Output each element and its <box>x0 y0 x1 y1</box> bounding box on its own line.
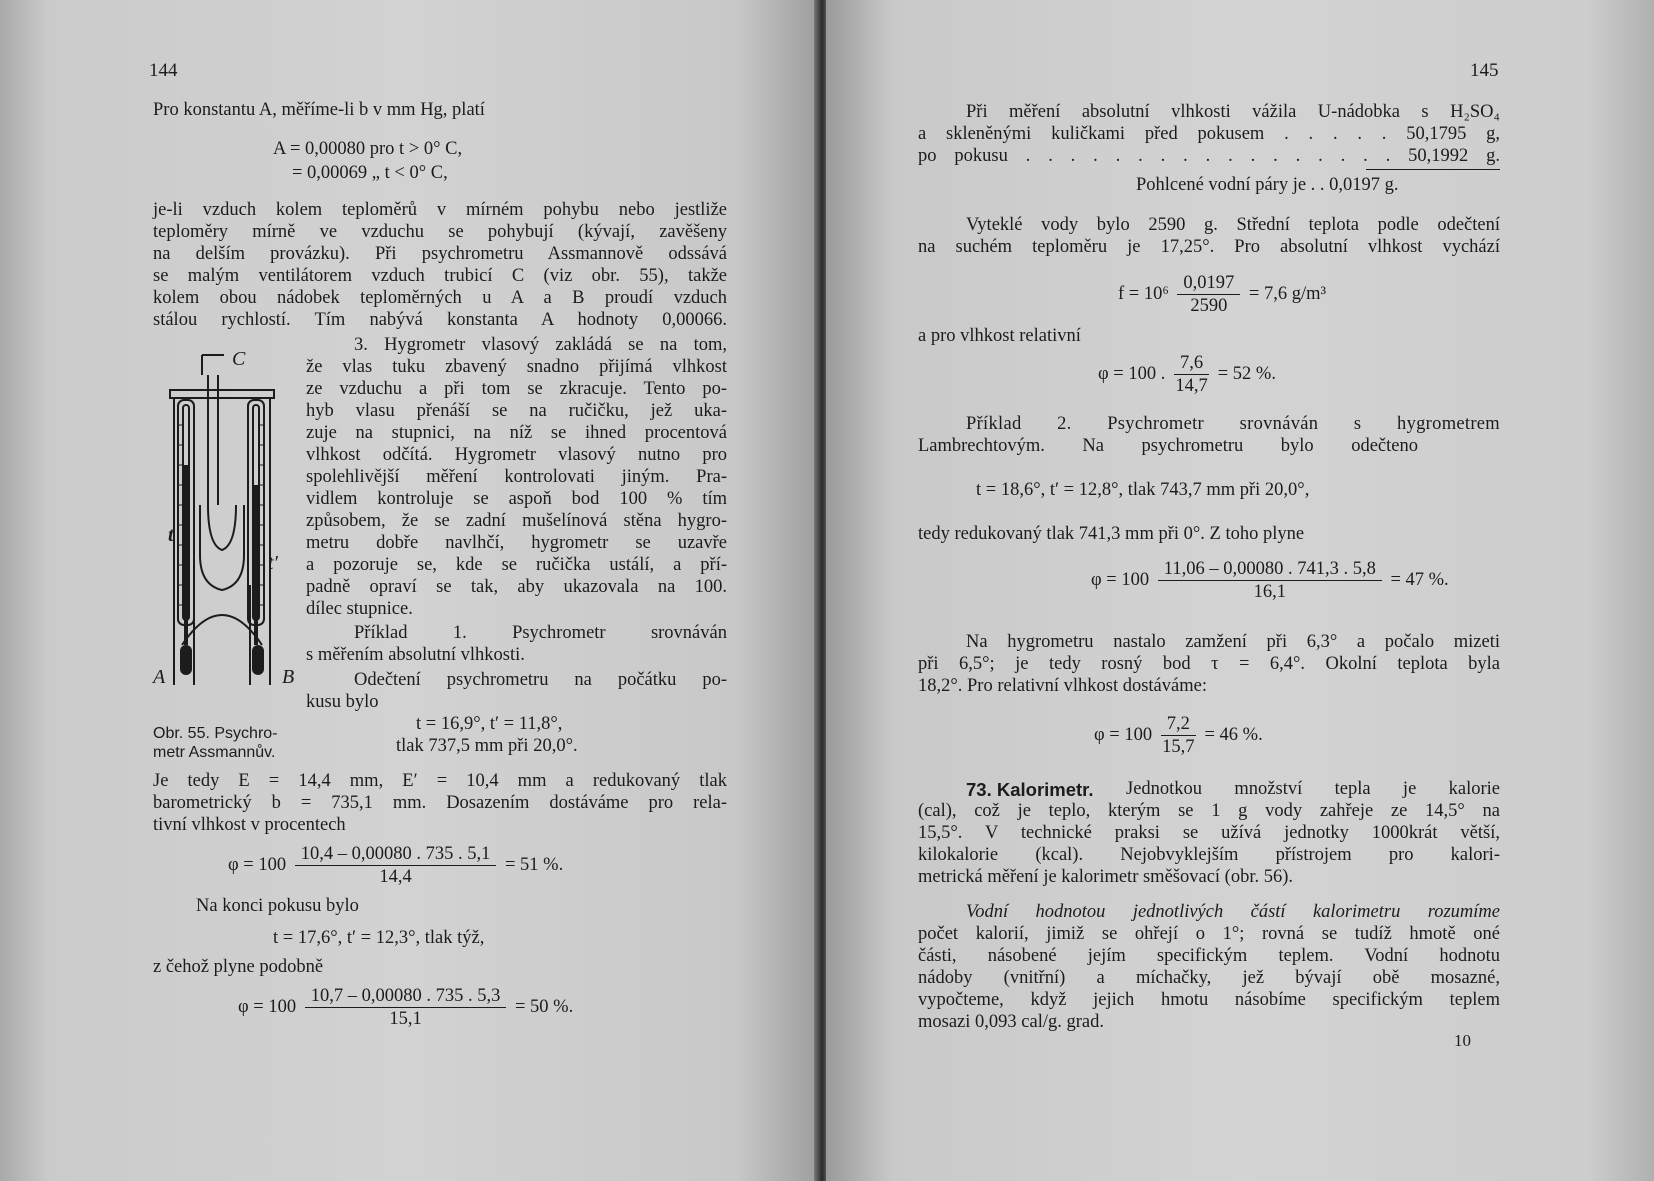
text-line: na delším provázku). Při psychrometru Assmannově odssává <box>153 244 727 264</box>
right-page <box>826 0 1654 1181</box>
text-line: vypočteme, když jejich hmotu násobíme specifickým teplem <box>918 990 1500 1010</box>
left-page <box>0 0 818 1181</box>
column-line: ze vzduchu a při tom se zkracuje. Tento po- <box>306 379 727 399</box>
numerator: 0,0197 <box>1177 272 1240 295</box>
denominator: 15,1 <box>389 1009 422 1029</box>
figure-label: t <box>168 524 174 546</box>
figure-label: B <box>282 666 295 688</box>
text-line: barometrický b = 735,1 mm. Dosazením dostáváme pro rela- <box>153 793 727 813</box>
equation-lhs: f = 10⁶ <box>1118 284 1169 304</box>
page-number: 145 <box>1470 60 1499 81</box>
text-line: Lambrechtovým. Na psychrometru bylo odečteno <box>918 436 1418 456</box>
text-line: při 6,5°; je tedy rosný bod τ = 6,4°. Okolní teplota byla <box>918 654 1500 674</box>
text-line: metrická měření je kalorimetr směšovací (obr. 56). <box>918 867 1294 887</box>
numerator: 11,06 – 0,00080 . 741,3 . 5,8 <box>1158 558 1382 581</box>
text-line: 18,2°. Pro relativní vlhkost dostáváme: <box>918 676 1207 696</box>
equation-rhs: = 47 %. <box>1390 570 1449 590</box>
text-line: Pro konstantu A, měříme-li b v mm Hg, platí <box>153 100 485 120</box>
text-line: kilokalorie (kcal). Nejobvyklejším přístrojem pro kalori- <box>918 845 1500 865</box>
sum-rule <box>1366 169 1500 170</box>
equation-2 <box>238 985 573 1030</box>
text-line: kolem obou nádobek teploměrných u A a B proudí vzduch <box>153 288 727 308</box>
column-line: metru dobře navlhčí, hygrometr se uzavře <box>306 533 727 553</box>
text-line: na suchém teploměru je 17,25°. Pro absolutní vlhkost vychází <box>918 237 1500 257</box>
equation-rhs: = 51 %. <box>505 855 564 875</box>
column-line: hyb vlasu přenáší se na ručičku, jež uka- <box>306 401 727 421</box>
fraction <box>1161 713 1196 758</box>
equation-rhs: = 50 %. <box>515 997 574 1017</box>
text-line: Při měření absolutní vlhkosti vážila U-nádobka s H₂SO₄ <box>966 102 1500 122</box>
figure-caption: Obr. 55. Psychro- <box>153 725 278 742</box>
equation-1 <box>228 843 563 888</box>
text-line: Na hygrometru nastalo zamžení při 6,3° a počalo mizeti <box>966 632 1500 652</box>
text-line: tedy redukovaný tlak 741,3 mm při 0°. Z toho plyne <box>918 524 1305 544</box>
column-line: Příklad 1. Psychrometr srovnáván <box>354 623 727 643</box>
fraction <box>1177 272 1240 317</box>
column-line: Odečtení psychrometru na počátku po- <box>354 670 727 690</box>
column-line: vlhkost odčítá. Hygrometr vlasový nutno pro <box>306 445 727 465</box>
column-line: že vlas tuku zbavený snadno přijímá vlhkost <box>306 357 727 377</box>
equation-6 <box>1094 713 1263 758</box>
text-line: počet kalorií, jimiž se ohřejí o 1°; rovná se tudíž hmotě oné <box>918 924 1500 944</box>
equation-rhs: = 46 %. <box>1204 725 1263 745</box>
text-line: mosazi 0,093 cal/g. grad. <box>918 1012 1104 1032</box>
text-line: Na konci pokusu bylo <box>196 896 359 916</box>
text-line: po pokusu . . . . . . . . . . . . . . . . . 50,1992 g. <box>918 146 1500 166</box>
text-line: Vodní hodnotou jednotlivých částí kalorimetru rozumíme <box>966 902 1500 922</box>
equation-lhs: φ = 100 <box>228 855 287 875</box>
denominator: 16,1 <box>1253 582 1286 602</box>
text-line: se malým ventilátorem vzduch trubicí C (viz obr. 55), takže <box>153 266 727 286</box>
column-line: vidlem kontroluje se aspoň bod 100 % tím <box>306 489 727 509</box>
column-line: s měřením absolutní vlhkosti. <box>306 645 525 665</box>
formula-line: = 0,00069 „ t < 0° C, <box>292 163 448 183</box>
fraction <box>1158 558 1382 603</box>
column-line: 3. Hygrometr vlasový zakládá se na tom, <box>354 335 727 355</box>
equation-rhs: = 52 %. <box>1217 364 1276 384</box>
equation-lhs: φ = 100 <box>1091 570 1150 590</box>
column-line: a pozoruje se, kde se ručička ustálí, a pří- <box>306 555 727 575</box>
equation-5 <box>1091 558 1449 603</box>
text-line: Příklad 2. Psychrometr srovnáván s hygrometrem <box>966 414 1500 434</box>
text-line: z čehož plyne podobně <box>153 957 324 977</box>
column-line: spolehlivější měření kontrolovati jiným. Pra- <box>306 467 727 487</box>
text-line: teploměry mírně ve vzduchu se pohybují (kývají, zavěšeny <box>153 222 727 242</box>
column-line: kusu bylo <box>306 692 379 712</box>
formula-line: t = 18,6°, t′ = 12,8°, tlak 743,7 mm při 20,0°, <box>976 480 1310 500</box>
text-line: tivní vlhkost v procentech <box>153 815 346 835</box>
figure-label: t′ <box>268 552 278 574</box>
numerator: 10,4 – 0,00080 . 735 . 5,1 <box>295 843 497 866</box>
text-line: nádoby (vnitřní) a míchačky, jež bývají obě mosazné, <box>918 968 1500 988</box>
numerator: 7,6 <box>1174 352 1209 375</box>
numerator: 10,7 – 0,00080 . 735 . 5,3 <box>305 985 507 1008</box>
numerator: 7,2 <box>1161 713 1196 736</box>
text-line: Jednotkou množství tepla je kalorie <box>1126 779 1500 799</box>
equation-rhs: = 7,6 g/m³ <box>1248 284 1327 304</box>
figure-label: C <box>232 348 246 370</box>
fraction <box>295 843 497 888</box>
formula-line: t = 17,6°, t′ = 12,3°, tlak týž, <box>273 928 485 948</box>
section-heading: 73. Kalorimetr. <box>966 779 1094 800</box>
denominator: 14,4 <box>379 867 412 887</box>
fraction <box>305 985 507 1030</box>
text-line: části, násobené jejím specifickým teplem. Vodní hodnotu <box>918 946 1500 966</box>
equation-lhs: φ = 100 <box>1094 725 1153 745</box>
text-line: 15,5°. V technické praksi se užívá jednotky 1000krát větší, <box>918 823 1500 843</box>
text-line: Pohlcené vodní páry je . . 0,0197 g. <box>1136 175 1399 195</box>
equation-lhs: φ = 100 <box>238 997 297 1017</box>
signature-mark: 10 <box>1454 1031 1471 1050</box>
text-line: a pro vlhkost relativní <box>918 326 1081 346</box>
text-line: (cal), což je teplo, kterým se 1 g vody zahřeje ze 14,5° na <box>918 801 1500 821</box>
fraction <box>1174 352 1209 397</box>
column-line: t = 16,9°, t′ = 11,8°, <box>416 714 563 734</box>
equation-lhs: φ = 100 . <box>1098 364 1166 384</box>
text-line: Vyteklé vody bylo 2590 g. Střední teplota podle odečtení <box>966 215 1500 235</box>
figure-caption: metr Assmannův. <box>153 744 276 761</box>
column-line: padně opraví se tak, aby ukazovala na 100. <box>306 577 727 597</box>
denominator: 14,7 <box>1175 376 1208 396</box>
equation-4 <box>1098 352 1276 397</box>
denominator: 15,7 <box>1162 737 1195 757</box>
column-line: dílec stupnice. <box>306 599 413 619</box>
text-line: je-li vzduch kolem teploměrů v mírném pohybu nebo jestliže <box>153 200 727 220</box>
text-line: stálou rychlostí. Tím nabývá konstanta A hodnoty 0,00066. <box>153 310 727 330</box>
column-line: zuje na stupnici, na níž se ihned procentová <box>306 423 727 443</box>
figure-label: A <box>153 666 166 688</box>
page-number: 144 <box>149 60 178 81</box>
text-line: Je tedy E = 14,4 mm, E′ = 10,4 mm a redukovaný tlak <box>153 771 727 791</box>
column-line: způsobem, že se zadní mušelínová stěna hygro- <box>306 511 727 531</box>
denominator: 2590 <box>1190 296 1228 316</box>
text-line: a skleněnými kuličkami před pokusem . . . . . 50,1795 g, <box>918 124 1500 144</box>
column-line: tlak 737,5 mm při 20,0°. <box>396 736 578 756</box>
equation-3 <box>1118 272 1326 317</box>
formula-line: A = 0,00080 pro t > 0° C, <box>273 139 463 159</box>
